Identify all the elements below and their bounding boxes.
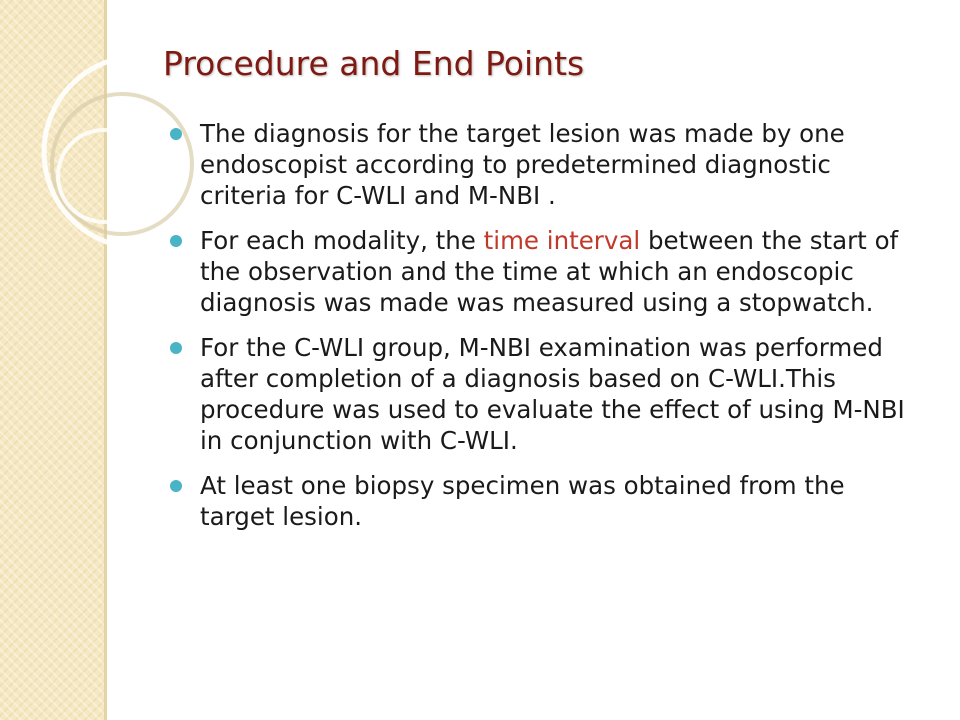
highlighted-phrase: time interval [483, 226, 641, 255]
bullet-text: The diagnosis for the target lesion was made by one endoscopist according to predetermined diagnostic criteria for C-WLI and M-NBI . [200, 119, 845, 210]
decorative-ring-inner [58, 130, 150, 222]
bullet-text-start: For each modality, the [200, 226, 484, 255]
bullet-marker-icon [170, 480, 182, 492]
bullet-item [164, 332, 924, 456]
bullet-text-end: between the start of the observation and the time at which an endoscopic diagnosis was made was measured using a stopwatch. [200, 226, 899, 317]
bullet-item [164, 225, 924, 318]
bullet-item [164, 118, 924, 211]
bullet-marker-icon [170, 235, 182, 247]
bullet-text: For the C-WLI group, M-NBI examination was performed after completion of a diagnosis based on C-WLI.This procedure was used to evaluate the effect of using M-NBI in conjunction with C-WLI. [200, 333, 905, 455]
bullet-list [164, 118, 924, 546]
slide-title: Procedure and End Points [163, 44, 585, 83]
bullet-marker-icon [170, 342, 182, 354]
bullet-item [164, 470, 924, 532]
bullet-text: At least one biopsy specimen was obtained from the target lesion. [200, 471, 845, 531]
bullet-marker-icon [170, 128, 182, 140]
